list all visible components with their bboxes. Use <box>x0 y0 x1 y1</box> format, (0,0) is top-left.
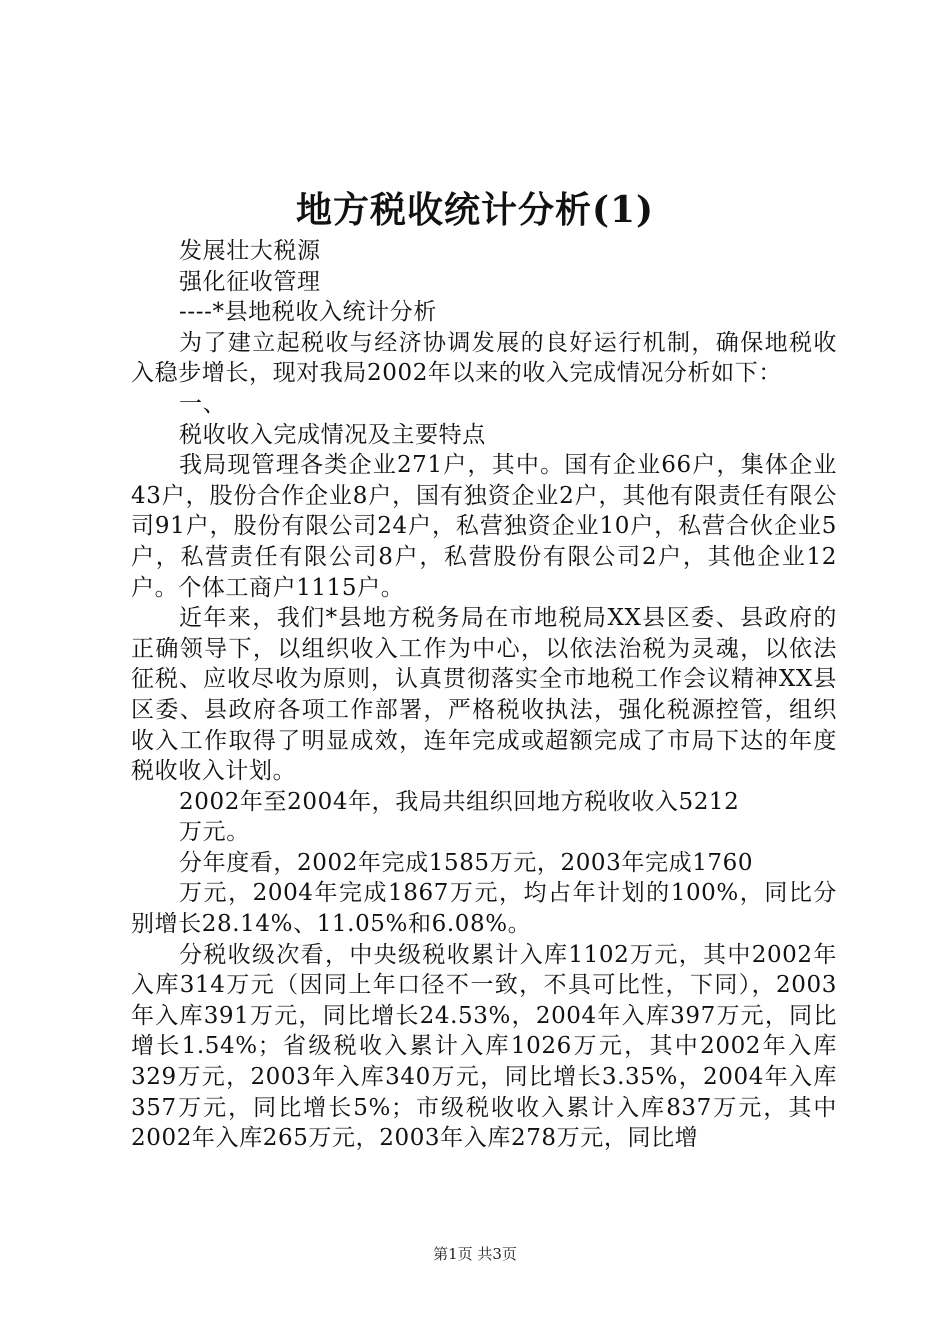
document-body <box>131 236 837 1154</box>
paragraph: ----*县地税收入统计分析 <box>179 299 437 326</box>
paragraph: 税收收入完成情况及主要特点 <box>179 421 486 448</box>
paragraph: 万元。 <box>179 819 250 846</box>
paragraph: 强化征收管理 <box>179 268 321 295</box>
paragraph: 分年度看，2002年完成1585万元，2003年完成1760 <box>179 849 754 876</box>
paragraph: 2002年至2004年，我局共组织回地方税收收入5212 <box>179 788 740 815</box>
paragraph: 一、 <box>179 390 227 417</box>
document-title: 地方税收统计分析(1) <box>295 189 655 231</box>
paragraph: 为了建立起税收与经济协调发展的良好运行机制，确保地税收入稳步增长，现对我局2002年以来的收入完成情况分析如下： <box>131 329 837 387</box>
paragraph: 我局现管理各类企业271户，其中。国有企业66户，集体企业43户，股份合作企业8户，国有独资企业2户，其他有限责任有限公司91户，股份有限公司24户，私营独资企业10户，私营合伙企业5户，私营责任有限公司8户，私营股份有限公司2户，其他企业12户。个体工商户1115户。 <box>131 452 837 601</box>
paragraph: 万元，2004年完成1867万元，均占年计划的100%，同比分别增长28.14%、11.05%和6.08%。 <box>131 880 837 938</box>
paragraph: 发展壮大税源 <box>179 238 321 264</box>
paragraph: 近年来，我们*县地方税务局在市地税局XX县区委、县政府的正确领导下，以组织收入工作为中心，以依法治税为灵魂，以依法征税、应收尽收为原则，认真贯彻落实全市地税工作会议精神XX县区委、县政府各项工作部署，严格税收执法，强化税源控管，组织收入工作取得了明显成效，连年完成或超额完成了市局下达的年度税收收入计划。 <box>131 605 837 785</box>
page-number-footer: 第1页 共3页 <box>433 1245 517 1263</box>
paragraph: 分税收级次看，中央级税收累计入库1102万元，其中2002年入库314万元（因同上年口径不一致，不具可比性，下同），2003年入库391万元，同比增长24.53%，2004年入库397万元，同比增长1.54%；省级税收入累计入库1026万元，其中2002年入库329万元，2003年入库340万元，同比增长3.35%，2004年入库357万元，同比增长5%；市级税收收入累计入库837万元，其中2002年入库265万元，2003年入库278万元，同比增 <box>131 941 837 1152</box>
